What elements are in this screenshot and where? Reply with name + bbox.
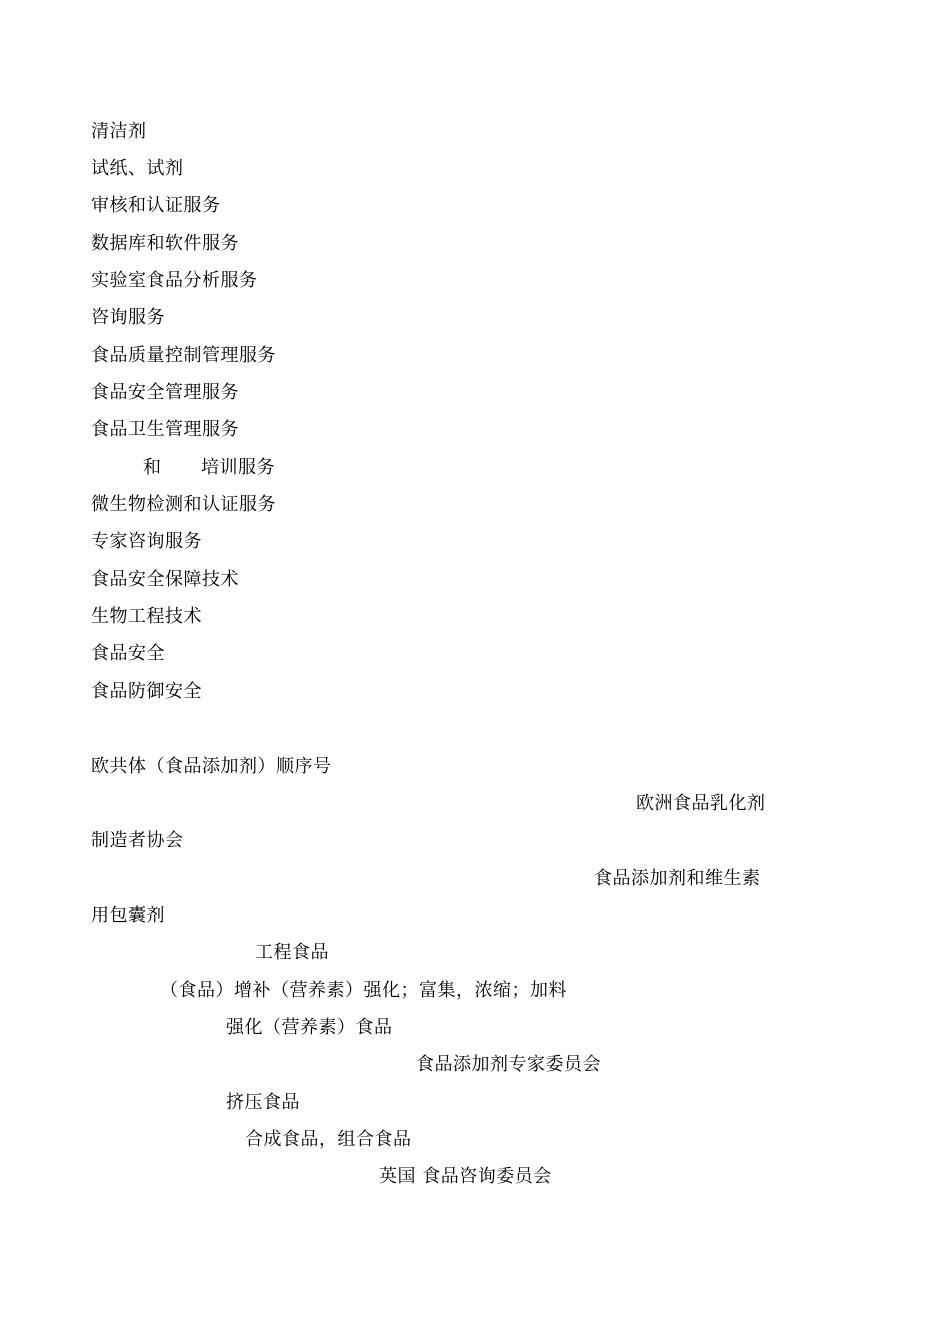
list-item: 微生物检测和认证服务 <box>91 494 276 515</box>
glossary-line: 强化（营养素）食品 <box>226 1017 393 1038</box>
glossary-line: 工程食品 <box>255 942 329 963</box>
glossary-line: 欧洲食品乳化剂 <box>636 793 766 814</box>
list-item: 咨询服务 <box>91 307 165 328</box>
glossary-line: 食品添加剂专家委员会 <box>416 1054 601 1075</box>
list-item: 审核和认证服务 <box>91 195 221 216</box>
glossary-line: 英国 食品咨询委员会 <box>379 1166 552 1187</box>
list-item: 生物工程技术 <box>91 606 202 627</box>
list-item: 食品安全保障技术 <box>91 569 239 590</box>
glossary-line: 用包囊剂 <box>91 905 165 926</box>
glossary-line: 制造者协会 <box>91 830 184 851</box>
list-item: 实验室食品分析服务 <box>91 270 258 291</box>
glossary-line: 挤压食品 <box>226 1092 300 1113</box>
list-item: 食品防御安全 <box>91 681 202 702</box>
list-item: 食品卫生管理服务 <box>91 419 239 440</box>
list-item-fragment: 和 <box>143 457 162 478</box>
glossary-line: 食品添加剂和维生素 <box>594 868 761 889</box>
list-item: 食品质量控制管理服务 <box>91 345 276 366</box>
list-item: 专家咨询服务 <box>91 531 202 552</box>
list-item: 清洁剂 <box>91 121 147 142</box>
list-item-fragment: 培训服务 <box>201 457 275 478</box>
glossary-line: 欧共体（食品添加剂）顺序号 <box>91 756 332 777</box>
list-item: 食品安全管理服务 <box>91 382 239 403</box>
list-item: 数据库和软件服务 <box>91 233 239 254</box>
list-item: 食品安全 <box>91 643 165 664</box>
glossary-line: 合成食品，组合食品 <box>245 1129 412 1150</box>
glossary-line: （食品）增补（营养素）强化；富集，浓缩；加料 <box>160 980 567 1001</box>
list-item: 试纸、试剂 <box>91 158 184 179</box>
